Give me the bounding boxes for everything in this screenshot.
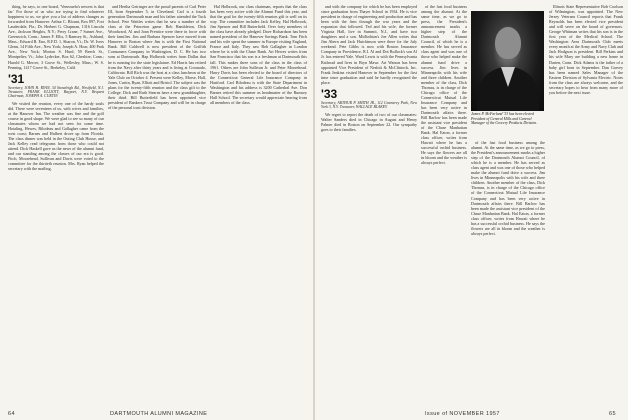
class-year-heading: '31: [8, 71, 25, 86]
portrait-photo: [471, 11, 544, 111]
class-notes-text: and Hertha Geiringer are the proud parents of Carl Peter III, born September 5, in Cleveland. Carl is a fourth generation Dartmouth man and his father attended the Tuck School. Pete Wattles writes that he saw a number of the class at the Princeton game. Bob Hambleton, Dick Woodward, Al and Joan Prentice were there in force with their families. Jim and Barbara Spencer have moved from Hanover to Boston where Jim is with the First National Bank. Bill Caldwell is now president of the Griffith Consumers Company in Washington, D. C. He has two sons at Dartmouth. Hap Holbrook writes from Dallas that he is running for the state legislature. Ed Harris has retired from the Navy after thirty years and is living at Coronado, California. Bill Rich was the host at a class luncheon at the Yale Club on October 4. Present were Kelley, Morse, Hall, Jones, Curtin, Ryan, Elliott and Bristol. The subject was the plans for the twenty-fifth reunion and the class gift to the College. Dick and Ruth Stearns have a new granddaughter, their third. Bill Butterfield has been appointed vice president of Bankers Trust Company and will be in charge of the personal trust division.: [108, 4, 206, 110]
right-column-2a: [421, 4, 467, 167]
class-year-heading: '33: [321, 86, 338, 101]
right-column-1: [321, 4, 417, 133]
photo-caption: James P. McFarland '33 has been elected President of General Mills and General Manager of the Grocery Products Division.: [471, 112, 538, 126]
class-notes-text: We visited the reunion, every one of the hardy souls did. There were seventeen of us, with wives and families, at the Hanover Inn. The weather was fine and the golf course in good shape. We were glad to see so many of our classmates whom we had not seen for some time. Hotaling, Hewes, Bilodeau and Gallagher came from the west coast; Barnes and Hulbert drove up from Florida. The class dinner was held in the Outing Club House, and Jack Kelley read telegrams from those who could not attend. Dick Haskell gave us the news of the alumni fund, and our standing among the classes of our era is good. Fitch, Moorehead, Sullivan and Davis were voted to the committee for the thirtieth reunion. Mrs. Ryan helped the secretary with the mailing.: [8, 100, 104, 172]
page-number-left: 64: [8, 411, 15, 417]
portrait-face: [495, 27, 521, 59]
class-notes-text: Hal Holbrook, our class chairman, reports that the class has been very active with the Alumni Fund this year, and that the goal for the twenty-fifth reunion gift is well on its way. The committee includes Jack Kelley, Hal Holbrook, Jim Spencer and Bill Butterfield. Over forty members of the class have already pledged. Dave Richardson has been named president of the Hanover Savings Bank. Tom Fitch and his wife spent the summer in Europe visiting England, France and Italy. They saw Bob Gallagher in London where he is with the Chase Bank. Art Hewes writes from San Francisco that his son is a freshman at Dartmouth this fall. This makes three sons of the class in the class of 1961. Others are John Sullivan Jr. and Peter Moorehead. Harry Davis has been elected to the board of directors of the Connecticut General Life Insurance Company in Hartford. Carl Bilodeau is with the State Department in Washington and his address is 3200 Cathedral Ave. Don Barnes retired this summer as headmaster of the Rumsey Hall School. The secretary would appreciate hearing from all members of the class.: [210, 4, 307, 105]
class-notes-text: and with the company for which he has been employed since graduation from Thayer School in 1934. He is vice president in charge of engineering and production and has been with the firm through the war years and the expansion that followed. Ted and his wife, the former Virginia Hall, live in Summit, N.J., and have two daughters and a son. Midlothian's Joe Allen writes that Jim Ahern and Jack Hutchinson were there for the July weekend. Pete Gibbs is now with Boston Insurance Company in Providence, R.I. Al and Dot Bullock's son Al Jr. has entered Yale. Ward Lewis is with the Pennsylvania Railroad and lives in Bryn Mawr. Art Watson has been appointed Vice President of Nesbitt & McClintock, Inc. Frank Jenkins visited Hanover in September for the first time since graduation and said he hardly recognized the place.: [321, 4, 417, 85]
page-number-right: 65: [609, 411, 616, 417]
class-notes-text: We regret to report the death of two of our classmates: Walter Sanders died in Chicago in August and Henry Palmer died in Boston on September 22. Our sympathy goes to their families.: [321, 111, 417, 132]
class-notes-text: of the fast food business among the alumni. At the same time, as we go to press, the President's announcement marks a higher step of the Dartmouth Alumni Council, of which he is a member. He has served as class agent and was one of those who helped make the alumni fund drive a success. Jim lives in Minneapolis with his wife and three children. Another member of the class, Dick Thomas, is in charge of the Chicago office of the Connecticut Mutual Life Insurance Company and has been very active in Dartmouth affairs there. Bill Barlow has been made the assistant vice president of the Chase Manhattan Bank. Hal Eaton, a former class officer, writes from Hawaii where he has a successful orchid business. He says the flowers are all in bloom and the weather is always perfect.: [471, 140, 545, 236]
magazine-name-footer: DARTMOUTH ALUMNI MAGAZINE: [110, 411, 208, 417]
left-column-2: [108, 4, 206, 111]
class-officers: Secretary, JOHN H. RYAN, 34 Stoneleigh Rd., Westfield, N.J. Treasurer, FRANK ELLIOTT, Bayport, N.Y. Bequest Chairman, JOSEPH A. CURTIN: [8, 85, 104, 99]
class-notes-text: Illinois State Representative Bob Coolson of Wilmington, was appointed. The New Jersey Veterans Council reports that Frank Reynolds has been elected vice president and will serve on the board of governors. George Whitman writes that his son is in the first year of the Medical School. The Washington Area Dartmouth Club meets every month at the Army and Navy Club and Jack Hodgson is president. Bill Perkins and his wife Mary are building a new home in Darien, Conn. Dick Adams is the father of a baby girl born in September. Dan Garvey has been named Sales Manager of the Eastern Division of Sylvania Electric. Notes from the class are always welcome, and the secretary hopes to hear from many more of you before the next issue.: [549, 4, 623, 95]
class-officers: Secretary, ARTHUR P. SMITH JR., 112 Gramercy Park, New York 3, N.Y. Treasurer, WALLACE BLAKEY: [321, 100, 417, 110]
left-page: [0, 0, 313, 420]
issue-line-footer: Issue of NOVEMBER 1957: [425, 411, 500, 417]
left-column-3: [210, 4, 307, 106]
class-notes-text: of the fast food business among the alumni. At the same time, as we go to press, the President's announcement marks a higher step of the Dartmouth Alumni Council, of which he is a member. He has served as class agent and was one of those who helped make the alumni fund drive a success. Jim lives in Minneapolis with his wife and three children. Another member of the class, Dick Thomas, is in charge of the Chicago office of the Connecticut Mutual Life Insurance Company and has been very active in Dartmouth affairs there. Bill Barlow has been made the assistant vice president of the Chase Manhattan Bank. Hal Eaton, a former class officer, writes from Hawaii where he has a successful orchid business. He says the flowers are all in bloom and the weather is always perfect.: [421, 4, 467, 166]
right-column-3: [549, 4, 623, 96]
left-column-1: [8, 4, 104, 172]
right-column-2b: [471, 140, 545, 237]
class-notes-text: thing, he says, to one board, 'Venezuela's newest is that far.' For those of us who are trying to find whatever happiness to us, we give you a list of address changes as forwarded from Hanover: Arthur C. Blount, Box 897, Fort Lauderdale, Fla.; Dr. Herbert G. Chapman, 1316 Lincoln Ave., Jackson Heights, N.Y.; Perry Crane, 7 Sunset Ave., Greenwich, Conn.; James F. Ellis, 5 Ramsey St., Ashland, Mass.; Edward R. Eno, R.F.D. 1, Sharon, Vt.; Dr. W. Ivers Glenn, 14 Fifth Ave., New York; Joseph A. Hoar, 400 Park Ave., New York; Morton S. Hurd, 59 Beech St., Montpelier, Vt.; John Lydecker, Box 62, Cheshire, Conn.; Harold G. Mercer, 3 Grove St., Wellesley, Mass.; W. S. Penning, 1417 Grove St., Berkeley, Calif.: [8, 4, 104, 70]
right-page: [315, 0, 628, 420]
